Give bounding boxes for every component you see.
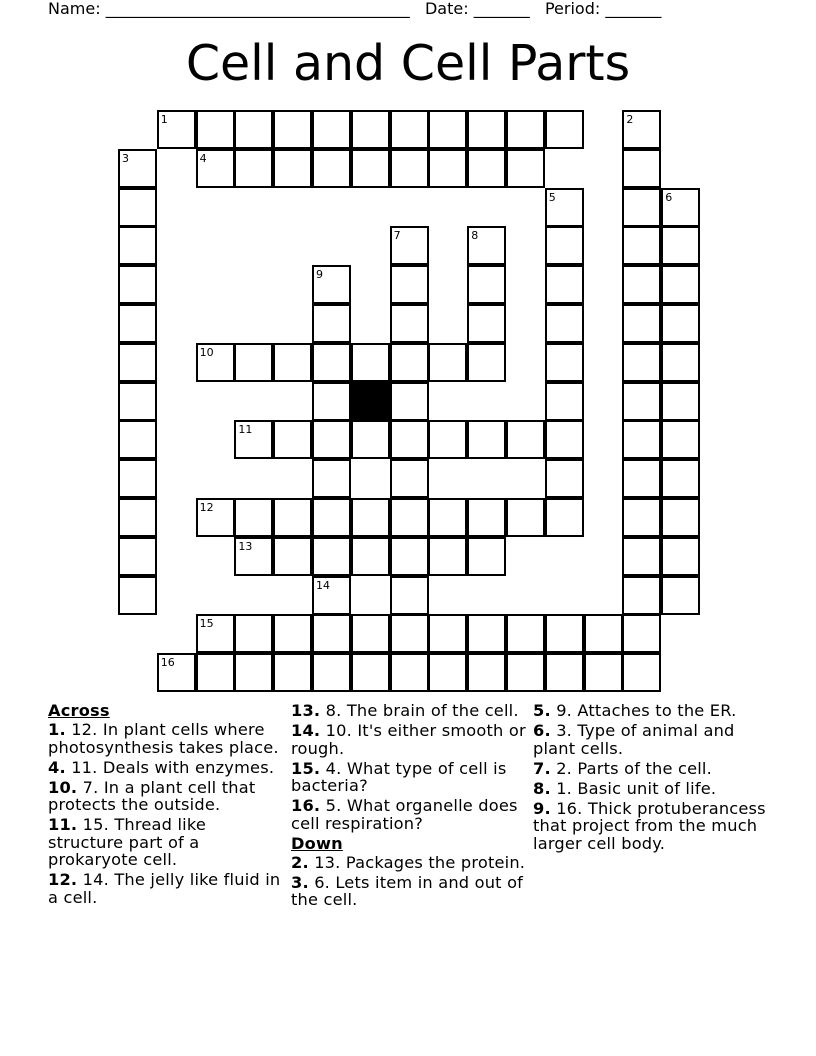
crossword-cell[interactable] bbox=[390, 537, 429, 576]
crossword-cell[interactable] bbox=[661, 188, 700, 227]
crossword-cell[interactable] bbox=[545, 614, 584, 653]
crossword-cell[interactable] bbox=[661, 226, 700, 265]
clue-across-10: 10. 7. In a plant cell that protects the outside. bbox=[48, 777, 256, 814]
crossword-cell[interactable] bbox=[467, 653, 506, 692]
crossword-cell[interactable] bbox=[390, 420, 429, 459]
crossword-cell[interactable] bbox=[312, 614, 351, 653]
crossword-cell[interactable] bbox=[157, 110, 196, 149]
crossword-cell[interactable] bbox=[312, 304, 351, 343]
crossword-cell[interactable] bbox=[273, 614, 312, 653]
crossword-cell[interactable] bbox=[390, 459, 429, 498]
crossword-cell[interactable] bbox=[506, 498, 545, 537]
cell-number: 15 bbox=[199, 617, 214, 631]
cell-number: 13 bbox=[238, 539, 253, 553]
clue-across-14: 14. 10. It's either smooth or rough. bbox=[291, 721, 526, 758]
date-blank[interactable]: _______ bbox=[473, 0, 530, 18]
crossword-cell[interactable] bbox=[351, 110, 390, 149]
clue-column-1 bbox=[48, 702, 283, 909]
crossword-cell[interactable] bbox=[661, 304, 700, 343]
crossword-cell[interactable] bbox=[312, 149, 351, 188]
cell-number: 11 bbox=[238, 423, 253, 437]
crossword-cell[interactable] bbox=[390, 343, 429, 382]
crossword-cell[interactable] bbox=[467, 343, 506, 382]
cell-number: 12 bbox=[199, 501, 214, 514]
crossword-cell[interactable] bbox=[273, 420, 312, 459]
crossword-cell[interactable] bbox=[467, 149, 506, 188]
crossword-cell[interactable] bbox=[234, 537, 273, 576]
crossword-cell[interactable] bbox=[661, 265, 700, 304]
crossword-cell[interactable] bbox=[118, 304, 157, 343]
crossword-cell[interactable] bbox=[622, 382, 661, 421]
crossword-cell[interactable] bbox=[312, 498, 351, 537]
crossword-cell[interactable] bbox=[622, 226, 661, 265]
crossword-cell[interactable] bbox=[312, 420, 351, 459]
crossword-cell[interactable] bbox=[622, 653, 661, 692]
crossword-cell[interactable] bbox=[118, 226, 157, 265]
crossword-cell[interactable] bbox=[622, 343, 661, 382]
crossword-cell[interactable] bbox=[312, 653, 351, 692]
crossword-cell[interactable] bbox=[545, 382, 584, 421]
clue-across-15: 15. 4. What type of cell is bacteria? bbox=[291, 758, 507, 795]
crossword-cell[interactable] bbox=[234, 614, 273, 653]
clue-across-12: 12. 14. The jelly like fluid in a cell. bbox=[48, 870, 281, 907]
crossword-cell[interactable] bbox=[622, 304, 661, 343]
page-title: Cell and Cell Parts bbox=[185, 35, 631, 92]
crossword-cell[interactable] bbox=[545, 343, 584, 382]
crossword-cell[interactable] bbox=[467, 110, 506, 149]
crossword-cell[interactable] bbox=[390, 226, 429, 265]
cell-number: 16 bbox=[160, 656, 175, 670]
crossword-cell[interactable] bbox=[661, 343, 700, 382]
cell-number: 8 bbox=[471, 229, 479, 243]
crossword-cell[interactable] bbox=[234, 149, 273, 188]
crossword-cell[interactable] bbox=[506, 653, 545, 692]
clue-across-11: 11. 15. Thread like structure part of a prokaryote cell. bbox=[48, 815, 207, 869]
crossword-cell[interactable] bbox=[428, 614, 467, 653]
cell-number: 1 bbox=[160, 113, 168, 126]
crossword-cell[interactable] bbox=[545, 459, 584, 498]
crossword-cell[interactable] bbox=[545, 188, 584, 227]
crossword-cell[interactable] bbox=[351, 343, 390, 382]
crossword-cell[interactable] bbox=[506, 420, 545, 459]
crossword-cell[interactable] bbox=[506, 149, 545, 188]
crossword-cell[interactable] bbox=[467, 304, 506, 343]
crossword-cell[interactable] bbox=[661, 498, 700, 537]
crossword-cell[interactable] bbox=[312, 382, 351, 421]
name-blank[interactable]: ______________________________________ bbox=[105, 0, 410, 18]
crossword-cell[interactable] bbox=[661, 537, 700, 576]
crossword-cell[interactable] bbox=[506, 614, 545, 653]
crossword-cell[interactable] bbox=[390, 498, 429, 537]
crossword-cell[interactable] bbox=[118, 343, 157, 382]
crossword-cell[interactable] bbox=[273, 149, 312, 188]
clue-across-13: 13. 8. The brain of the cell. bbox=[291, 701, 519, 720]
crossword-cell[interactable] bbox=[622, 498, 661, 537]
crossword-cell[interactable] bbox=[622, 459, 661, 498]
crossword-cell[interactable] bbox=[661, 576, 700, 615]
clue-down-9: 9. 16. Thick protuberancess that project from the much larger cell body. bbox=[533, 798, 766, 853]
crossword-cell[interactable] bbox=[506, 110, 545, 149]
crossword-cell[interactable] bbox=[196, 110, 235, 149]
clue-across-1: 1. 12. In plant cells where photosynthesis takes place. bbox=[48, 720, 279, 757]
cell-number: 14 bbox=[316, 578, 330, 592]
crossword-cell[interactable] bbox=[273, 110, 312, 149]
crossword-cell[interactable] bbox=[390, 265, 429, 304]
clue-column-2 bbox=[291, 702, 526, 911]
crossword-cell[interactable] bbox=[312, 576, 351, 615]
crossword-cell[interactable] bbox=[118, 420, 157, 459]
period-blank[interactable]: _______ bbox=[605, 0, 662, 18]
crossword-cell[interactable] bbox=[312, 110, 351, 149]
crossword-cell[interactable] bbox=[312, 265, 351, 304]
crossword-cell[interactable] bbox=[390, 653, 429, 692]
crossword-cell[interactable] bbox=[545, 110, 584, 149]
crossword-cell[interactable] bbox=[428, 149, 467, 188]
date-label: Date: bbox=[424, 0, 469, 18]
cell-number: 7 bbox=[393, 229, 401, 243]
crossword-cell[interactable] bbox=[234, 498, 273, 537]
crossword-cell[interactable] bbox=[390, 304, 429, 343]
black-square bbox=[351, 382, 390, 421]
crossword-cell[interactable] bbox=[351, 653, 390, 692]
crossword-cell[interactable] bbox=[390, 110, 429, 149]
crossword-cell[interactable] bbox=[234, 420, 273, 459]
crossword-cell[interactable] bbox=[545, 265, 584, 304]
crossword-cell[interactable] bbox=[622, 110, 661, 149]
crossword-cell[interactable] bbox=[234, 653, 273, 692]
crossword-cell[interactable] bbox=[118, 265, 157, 304]
crossword-cell[interactable] bbox=[545, 420, 584, 459]
crossword-cell[interactable] bbox=[351, 420, 390, 459]
clue-down-3: 3. 6. Lets item in and out of the cell. bbox=[291, 872, 524, 909]
crossword-cell[interactable] bbox=[545, 304, 584, 343]
crossword-cell[interactable] bbox=[467, 226, 506, 265]
crossword-cell[interactable] bbox=[584, 614, 623, 653]
crossword-cell[interactable] bbox=[312, 343, 351, 382]
clue-down-5: 5. 9. Attaches to the ER. bbox=[533, 701, 737, 720]
crossword-cell[interactable] bbox=[545, 226, 584, 265]
crossword-cell[interactable] bbox=[622, 188, 661, 227]
crossword-cell[interactable] bbox=[196, 498, 235, 537]
crossword-cell[interactable] bbox=[118, 576, 157, 615]
crossword-cell[interactable] bbox=[196, 653, 235, 692]
crossword-cell[interactable] bbox=[390, 614, 429, 653]
crossword-cell[interactable] bbox=[273, 343, 312, 382]
crossword-cell[interactable] bbox=[351, 149, 390, 188]
clue-down-7: 7. 2. Parts of the cell. bbox=[533, 758, 712, 778]
crossword-cell[interactable] bbox=[157, 653, 196, 692]
crossword-cell[interactable] bbox=[428, 653, 467, 692]
crossword-cell[interactable] bbox=[351, 614, 390, 653]
crossword-cell[interactable] bbox=[661, 382, 700, 421]
crossword-cell[interactable] bbox=[312, 537, 351, 576]
clue-down-8: 8. 1. Basic unit of life. bbox=[533, 778, 717, 798]
crossword-cell[interactable] bbox=[118, 498, 157, 537]
crossword-cell[interactable] bbox=[622, 614, 661, 653]
crossword-cell[interactable] bbox=[118, 537, 157, 576]
crossword-cell[interactable] bbox=[584, 653, 623, 692]
crossword-cell[interactable] bbox=[428, 420, 467, 459]
crossword-cell[interactable] bbox=[196, 343, 235, 382]
down-heading: Down bbox=[291, 833, 343, 853]
crossword-cell[interactable] bbox=[661, 420, 700, 459]
crossword-cell[interactable] bbox=[622, 265, 661, 304]
crossword-cell[interactable] bbox=[273, 653, 312, 692]
cell-number: 6 bbox=[665, 190, 673, 204]
cell-number: 2 bbox=[626, 113, 634, 126]
name-label: Name: bbox=[48, 0, 101, 18]
crossword-cell[interactable] bbox=[428, 343, 467, 382]
crossword-cell[interactable] bbox=[622, 537, 661, 576]
crossword-cell[interactable] bbox=[428, 498, 467, 537]
crossword-cell[interactable] bbox=[118, 149, 157, 188]
crossword-cell[interactable] bbox=[196, 614, 235, 653]
clue-down-6: 6. 3. Type of animal and plant cells. bbox=[533, 721, 735, 758]
crossword-cell[interactable] bbox=[273, 537, 312, 576]
crossword-cell[interactable] bbox=[622, 576, 661, 615]
crossword-cell[interactable] bbox=[118, 382, 157, 421]
period-label: Period: bbox=[544, 0, 601, 18]
crossword-cell[interactable] bbox=[467, 265, 506, 304]
crossword-cell[interactable] bbox=[390, 149, 429, 188]
crossword-cell[interactable] bbox=[234, 110, 273, 149]
crossword-cell[interactable] bbox=[467, 537, 506, 576]
cell-number: 10 bbox=[199, 345, 214, 359]
cell-number: 9 bbox=[316, 268, 323, 282]
crossword-cell[interactable] bbox=[390, 576, 429, 615]
cell-number: 3 bbox=[122, 151, 129, 165]
crossword-cell[interactable] bbox=[118, 459, 157, 498]
crossword-cell[interactable] bbox=[196, 149, 235, 188]
crossword-cell[interactable] bbox=[118, 188, 157, 227]
crossword-cell[interactable] bbox=[622, 149, 661, 188]
clue-down-2: 2. 13. Packages the protein. bbox=[291, 852, 526, 872]
crossword-cell[interactable] bbox=[467, 614, 506, 653]
cell-number: 5 bbox=[548, 190, 556, 204]
crossword-cell[interactable] bbox=[467, 498, 506, 537]
crossword-cell[interactable] bbox=[312, 459, 351, 498]
crossword-cell[interactable] bbox=[234, 343, 273, 382]
clue-column-3 bbox=[533, 702, 768, 855]
crossword-cell[interactable] bbox=[545, 653, 584, 692]
clue-across-4: 4. 11. Deals with enzymes. bbox=[48, 757, 275, 777]
crossword-cell[interactable] bbox=[545, 498, 584, 537]
crossword-cell[interactable] bbox=[351, 537, 390, 576]
cell-number: 4 bbox=[199, 151, 207, 165]
across-heading: Across bbox=[48, 701, 110, 720]
crossword-cell[interactable] bbox=[428, 110, 467, 149]
crossword-cell[interactable] bbox=[467, 420, 506, 459]
clue-across-16: 16. 5. What organelle does cell respiration? bbox=[291, 796, 518, 833]
crossword-cell[interactable] bbox=[428, 537, 467, 576]
crossword-cell[interactable] bbox=[390, 382, 429, 421]
crossword-cell[interactable] bbox=[622, 420, 661, 459]
crossword-cell[interactable] bbox=[661, 459, 700, 498]
crossword-cell[interactable] bbox=[351, 498, 390, 537]
crossword-cell[interactable] bbox=[273, 498, 312, 537]
